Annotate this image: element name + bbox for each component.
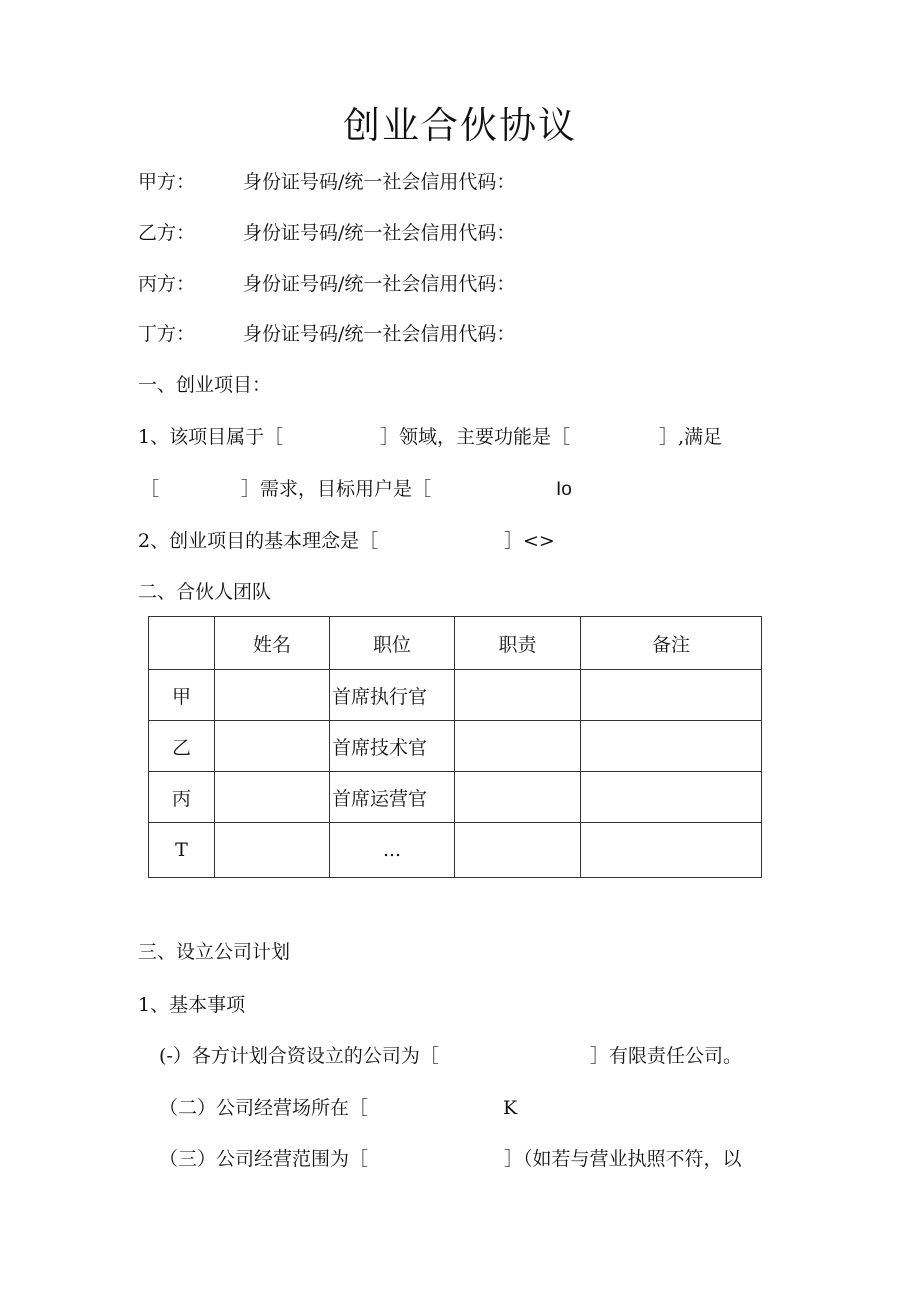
row-party-cell: 丙 [149, 772, 215, 823]
row-position-cell: ... [330, 823, 455, 878]
sec3-item1-text-a: (-）各方计划合资设立的公司为［ [159, 1045, 439, 1067]
row-name-cell [215, 772, 330, 823]
row-party-cell: T [149, 823, 215, 878]
item1-text-e: ］需求，目标用户是［ [241, 478, 432, 500]
sec3-item1-text-b: ］有限责任公司。 [590, 1045, 743, 1067]
row-party-cell: 乙 [149, 721, 215, 772]
row-name-cell [215, 670, 330, 721]
section3-sub1: 1、基本事项 [138, 994, 246, 1016]
item1-text-a: 1、该项目属于［ [138, 426, 284, 448]
section1-heading: 一、创业项目： [138, 374, 272, 396]
sec3-item2-text-a: （二）公司经营场所在［ [159, 1097, 369, 1119]
row-duty-cell [455, 670, 581, 721]
row-duty-cell [455, 772, 581, 823]
row-position-cell: 首席运营官 [330, 772, 455, 823]
party-bing-label: 丙方： [138, 273, 196, 295]
row-remark-cell [581, 772, 762, 823]
row-duty-cell [455, 721, 581, 772]
party-bing-id-label: 身份证号码/统一社会信用代码： [243, 273, 516, 295]
row-remark-cell [581, 670, 762, 721]
row-name-cell [215, 721, 330, 772]
partner-team-table [148, 616, 762, 878]
row-duty-cell [455, 823, 581, 878]
header-cell [149, 617, 215, 670]
header-cell-position: 职位 [330, 617, 455, 670]
sec3-item3-text-a: （三）公司经营范围为［ [159, 1148, 369, 1170]
party-jia-id-label: 身份证号码/统一社会信用代码： [243, 171, 516, 193]
document-title: 创业合伙协议 [343, 104, 577, 147]
table-row [149, 670, 762, 721]
header-cell-name: 姓名 [215, 617, 330, 670]
row-position-cell: 首席技术官 [330, 721, 455, 772]
sec3-item2-text-b: K [503, 1097, 518, 1119]
row-party-cell: 甲 [149, 670, 215, 721]
table-row [149, 823, 762, 878]
party-ding-id-label: 身份证号码/统一社会信用代码： [243, 323, 516, 345]
table-header-row [149, 617, 762, 670]
section3-heading: 三、设立公司计划 [138, 941, 291, 963]
header-cell-duty: 职责 [455, 617, 581, 670]
row-position-cell: 首席执行官 [330, 670, 455, 721]
row-remark-cell [581, 721, 762, 772]
item1-text-b: ］领域，主要功能是［ [380, 426, 571, 448]
item1-text-f: Io [556, 479, 572, 500]
table-row [149, 721, 762, 772]
row-remark-cell [581, 823, 762, 878]
header-cell-remark: 备注 [581, 617, 762, 670]
row-name-cell [215, 823, 330, 878]
table-row [149, 772, 762, 823]
party-ding-label: 丁方： [138, 323, 196, 345]
item1-text-c: ］,满足 [659, 426, 723, 448]
item1-text-d: ［ [140, 478, 160, 500]
party-yi-label: 乙方： [138, 222, 196, 244]
item2-text-b: ］<> [504, 530, 555, 552]
party-jia-label: 甲方： [138, 171, 196, 193]
sec3-item3-text-b: ］（如若与营业执照不符，以 [504, 1148, 742, 1170]
party-yi-id-label: 身份证号码/统一社会信用代码： [243, 222, 516, 244]
section2-heading: 二、合伙人团队 [138, 581, 272, 603]
item2-text-a: 2、创业项目的基本理念是［ [138, 530, 379, 552]
